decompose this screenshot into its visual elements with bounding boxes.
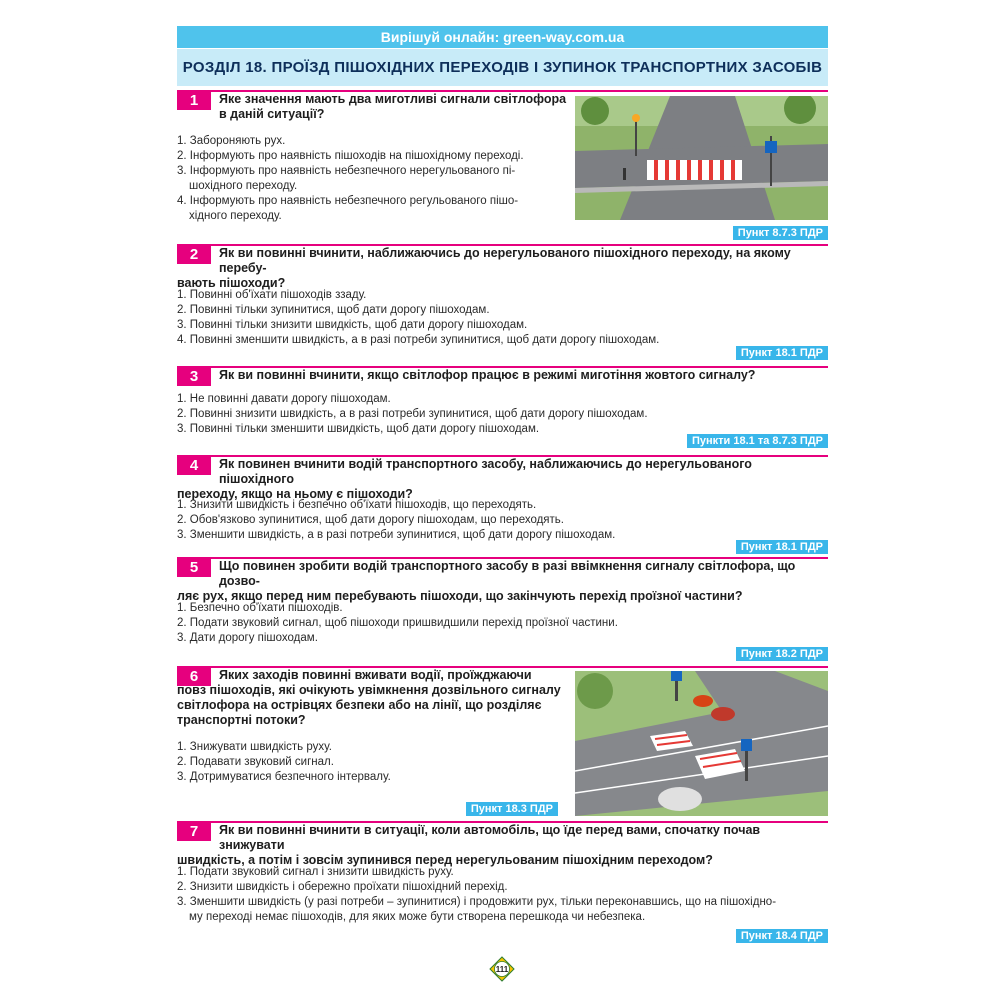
- page-number: 111: [495, 965, 509, 974]
- answer-option[interactable]: 2. Знизити швидкість і обережно проїхати пішохідний перехід.: [177, 881, 508, 893]
- rule-reference: Пункт 8.7.3 ПДР: [733, 226, 828, 240]
- answer-option[interactable]: хідного переходу.: [189, 210, 282, 222]
- answer-option[interactable]: 1. Знизити швидкість і безпечно об'їхати пішоходів, що переходять.: [177, 499, 537, 511]
- answer-option[interactable]: 3. Дати дорогу пішоходам.: [177, 632, 318, 644]
- question-4: [177, 455, 828, 555]
- answer-option[interactable]: 1. Забороняють рух.: [177, 135, 286, 147]
- answer-option[interactable]: 3. Інформують про наявність небезпечного нерегульованого пі-: [177, 165, 516, 177]
- question-6: [177, 666, 828, 818]
- answer-option[interactable]: 1. Подати звуковий сигнал і знизити швидкість руху.: [177, 866, 454, 878]
- question-number: 1: [177, 91, 211, 110]
- rule-reference: Пункт 18.1 ПДР: [736, 540, 828, 554]
- answer-option[interactable]: шохідного переходу.: [189, 180, 298, 192]
- rule-reference: Пункт 18.4 ПДР: [736, 929, 828, 943]
- answer-option[interactable]: 3. Зменшити швидкість, а в разі потреби зупинитися, щоб дати дорогу пішоходам.: [177, 529, 616, 541]
- question-2: [177, 244, 828, 362]
- section-title: РОЗДІЛ 18. ПРОЇЗД ПІШОХІДНИХ ПЕРЕХОДІВ І ЗУПИНОК ТРАНСПОРТНИХ ЗАСОБІВ: [177, 49, 828, 86]
- crosswalk-scene-image: [575, 96, 828, 220]
- question-3: [177, 366, 828, 451]
- answer-option[interactable]: 4. Повинні зменшити швидкість, а в разі потреби зупинитися, щоб дати дорогу пішоходам.: [177, 334, 660, 346]
- answer-list: [177, 288, 659, 348]
- question-number: 5: [177, 558, 211, 577]
- answer-option[interactable]: 2. Повинні знизити швидкість, а в разі потреби зупинитися, щоб дати дорогу пішоходам.: [177, 408, 648, 420]
- answer-option[interactable]: 3. Повинні тільки зменшити швидкість, щоб дати дорогу пішоходам.: [177, 423, 540, 435]
- answer-option[interactable]: 2. Подати звуковий сигнал, щоб пішоходи пришвидшили перехід проїзної частини.: [177, 617, 618, 629]
- question-number: 6: [177, 667, 211, 686]
- answer-list: [177, 134, 524, 224]
- safety-island-scene-image: [575, 671, 828, 816]
- question-text: Як ви повинні вчинити в ситуації, коли автомобіль, що їде перед вами, спочатку почав знижувати швидкість, а потім і зовсім зупинився перед нерегульованим пішохідним переходом?: [177, 823, 761, 867]
- question-text: Яке значення мають два миготливі сигнали світлофора в даній ситуації?: [219, 92, 567, 121]
- answer-option[interactable]: 3. Зменшити швидкість (у разі потреби – зупинитися) і продовжити рух, тільки переконавшись, що на пішохідно-: [177, 896, 777, 908]
- question-5: [177, 557, 828, 662]
- answer-option[interactable]: 2. Повинні тільки зупинитися, щоб дати дорогу пішоходам.: [177, 304, 490, 316]
- answer-list: [177, 392, 648, 437]
- answer-option[interactable]: 4. Інформують про наявність небезпечного регульованого пішо-: [177, 195, 519, 207]
- answer-option[interactable]: 1. Безпечно об'їхати пішоходів.: [177, 602, 343, 614]
- question-text: Що повинен зробити водій транспортного засобу в разі ввімкнення сигналу світлофора, що дозво- ляє рух, якщо перед ним перебувають пішоходи, що закінчують перехід проїзної частини?: [177, 559, 796, 603]
- answer-option[interactable]: 2. Інформують про наявність пішоходів на пішохідному переході.: [177, 150, 524, 162]
- site-banner: Вирішуй онлайн: green-way.com.ua: [177, 26, 828, 48]
- rule-reference: Пункт 18.1 ПДР: [736, 346, 828, 360]
- question-number: 2: [177, 245, 211, 264]
- answer-option[interactable]: 2. Подавати звуковий сигнал.: [177, 756, 334, 768]
- rule-reference: Пункт 18.3 ПДР: [466, 802, 558, 816]
- answer-list: [177, 865, 776, 925]
- answer-list: [177, 601, 618, 646]
- rule-reference: Пункт 18.2 ПДР: [736, 647, 828, 661]
- page-number-badge: [489, 956, 515, 982]
- answer-option[interactable]: 1. Знижувати швидкість руху.: [177, 741, 332, 753]
- question-text: Як ви повинні вчинити, якщо світлофор працює в режимі миготіння жовтого сигналу?: [219, 368, 756, 382]
- rule-reference: Пункти 18.1 та 8.7.3 ПДР: [687, 434, 828, 448]
- question-text: Як ви повинні вчинити, наближаючись до нерегульованого пішохідного переходу, на якому перебу- вають пішоходи?: [177, 246, 791, 290]
- answer-option[interactable]: 3. Повинні тільки знизити швидкість, щоб дати дорогу пішоходам.: [177, 319, 528, 331]
- answer-option[interactable]: 3. Дотримуватися безпечного інтервалу.: [177, 771, 391, 783]
- question-7: [177, 821, 828, 946]
- answer-list: [177, 740, 391, 785]
- answer-list: [177, 498, 615, 543]
- answer-option[interactable]: 2. Обов'язково зупинитися, щоб дати дорогу пішоходам, що переходять.: [177, 514, 564, 526]
- answer-option[interactable]: 1. Не повинні давати дорогу пішоходам.: [177, 393, 391, 405]
- answer-option[interactable]: 1. Повинні об'їхати пішоходів ззаду.: [177, 289, 367, 301]
- question-number: 3: [177, 367, 211, 386]
- question-number: 7: [177, 822, 211, 841]
- question-1: [177, 90, 828, 240]
- question-text: Як повинен вчинити водій транспортного засобу, наближаючись до нерегульованого пішохідного переходу, якщо на ньому є пішоходи?: [177, 457, 752, 501]
- question-text: Яких заходів повинні вживати водії, проїжджаючи повз пішоходів, які очікують увімкнення дозвільного сигналу світлофора на острівцях безпеки або на лінії, що розділяє транспортні потоки?: [177, 668, 561, 727]
- question-number: 4: [177, 456, 211, 475]
- answer-option[interactable]: му переході немає пішоходів, для яких може бути створена перешкода чи небезпека.: [189, 911, 646, 923]
